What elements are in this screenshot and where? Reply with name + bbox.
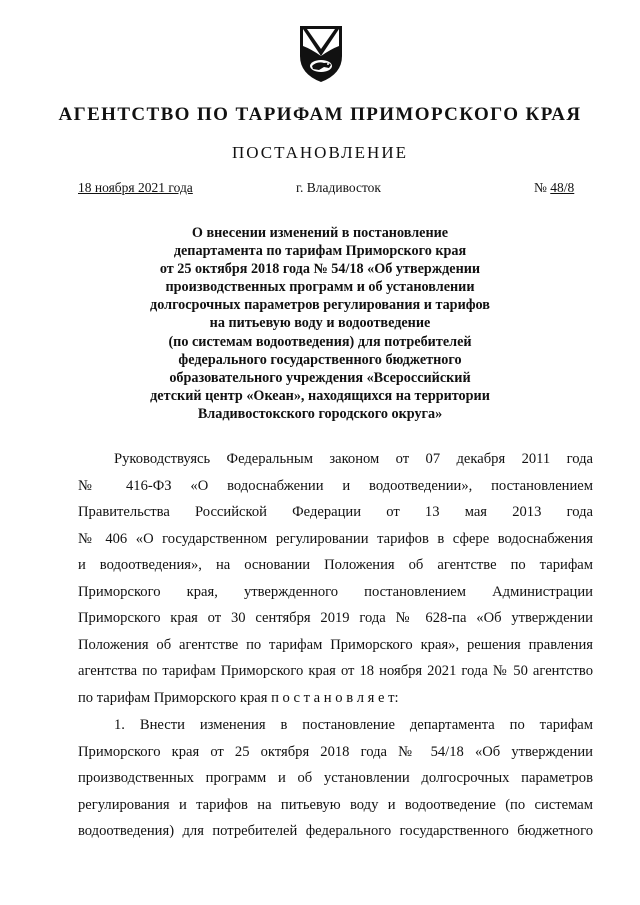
text-line: и водоотведения», на основании Положения об агентстве по тарифам	[78, 557, 593, 573]
title-line: департамента по тарифам Приморского края	[173, 243, 467, 260]
title-line: Владивостокского городского округа»	[197, 405, 443, 422]
text-line: Положения об агентстве по тарифам Приморского края», решения правления	[78, 636, 593, 653]
document-title	[60, 224, 580, 423]
text-line: Приморского края, утвержденного постановлением Администрации	[78, 583, 593, 600]
title-line: образовательного учреждения «Всероссийский	[169, 369, 471, 386]
text-line: Приморского края от 25 октября 2018 года № 54/18 «Об утверждении	[78, 743, 593, 760]
document-city: г. Владивосток	[296, 180, 381, 195]
title-line: детский центр «Океан», находящихся на территории	[150, 387, 490, 404]
title-line: долгосрочных параметров регулирования и тарифов	[150, 297, 490, 314]
document-number-value: 48/8	[550, 180, 575, 195]
text-line: Правительства Российской Федерации от 13 мая 2013 года	[78, 504, 593, 520]
text-line: Приморского края от 30 сентября 2019 года № 628-па «Об утверждении	[78, 610, 593, 626]
coat-of-arms-icon	[297, 24, 345, 84]
title-line: (по системам водоотведения) для потребителей	[168, 333, 472, 350]
agency-name: АГЕНТСТВО ПО ТАРИФАМ ПРИМОРСКОГО КРАЯ	[58, 104, 582, 125]
document-number	[534, 180, 574, 196]
title-line: федерального государственного бюджетного	[178, 351, 462, 368]
text-line: агентства по тарифам Приморского края от 18 ноября 2021 года № 50 агентство	[78, 663, 593, 679]
title-line: О внесении изменений в постановление	[191, 225, 449, 241]
text-line: по тарифам Приморского края п о с т а н о в л я е т:	[78, 689, 399, 706]
title-line: от 25 октября 2018 года № 54/18 «Об утверждении	[159, 261, 481, 278]
document-type: ПОСТАНОВЛЕНИЕ	[231, 143, 408, 162]
text-line: водоотведения) для потребителей федерального государственного бюджетного	[78, 823, 593, 839]
text-line: 1. Внести изменения в постановление департамента по тарифам	[114, 717, 593, 733]
text-line: Руководствуясь Федеральным законом от 07 декабря 2011 года	[114, 451, 593, 467]
preamble-paragraph	[78, 449, 593, 714]
document-date: 18 ноября 2021 года	[78, 180, 193, 195]
document-number-prefix: №	[534, 180, 551, 195]
title-line: на питьевую воду и водоотведение	[209, 315, 431, 332]
text-line: производственных программ и об установлении долгосрочных параметров	[78, 770, 593, 786]
text-line: № 416-ФЗ «О водоснабжении и водоотведении», постановлением	[78, 477, 593, 494]
text-line: № 406 «О государственном регулировании тарифов в сфере водоснабжения	[78, 530, 593, 547]
clause-1-paragraph	[78, 715, 593, 848]
title-line: производственных программ и об установлении	[165, 279, 475, 296]
text-line: регулирования и тарифов на питьевую воду и водоотведение (по системам	[78, 796, 593, 813]
